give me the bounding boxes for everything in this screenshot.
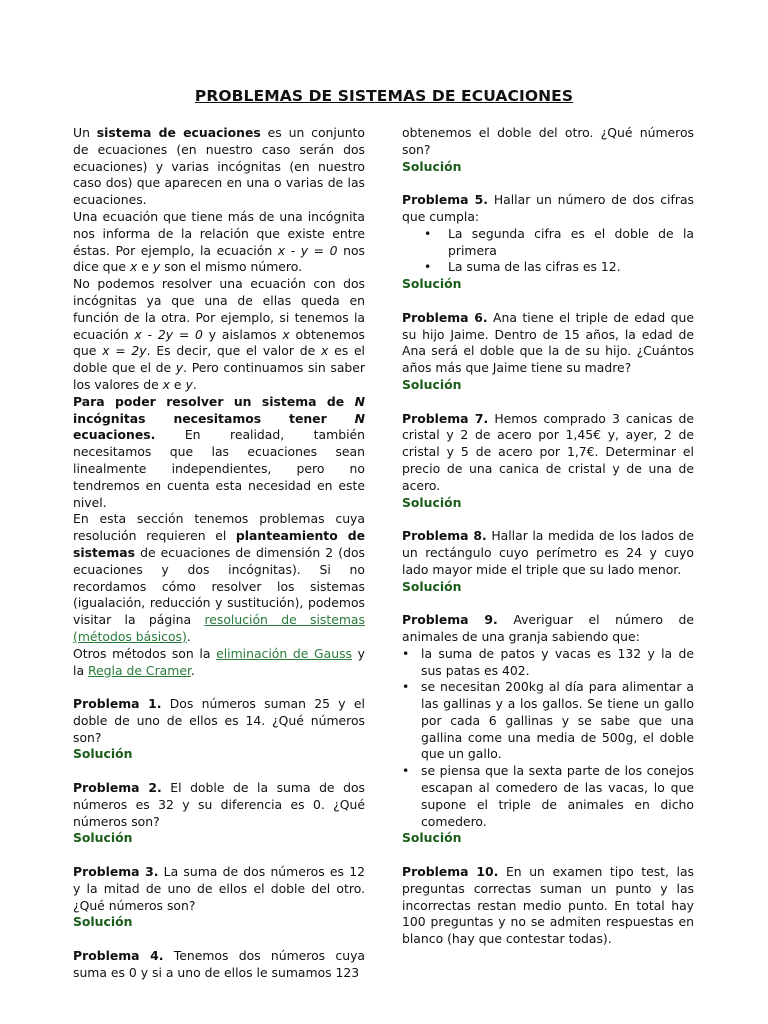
list-item: • La segunda cifra es el doble de la primera: [402, 226, 694, 260]
solution-link-9[interactable]: Solución: [402, 830, 462, 846]
problem-5-conditions: [402, 226, 694, 276]
list-item: • la suma de patos y vacas es 132 y la de sus patas es 402.: [402, 646, 694, 680]
problem-9-conditions: [402, 646, 694, 831]
solution-link-2[interactable]: Solución: [73, 830, 133, 846]
link-regla-de-cramer[interactable]: Regla de Cramer: [87, 662, 191, 678]
list-item: • se piensa que la sexta parte de los conejos escapan al comedero de las vacas, lo que supone el triple de animales en dicho comedero.: [402, 763, 694, 830]
intro-paragraph-6: Otros métodos son la eliminación de Gauss y la Regla de Cramer.: [73, 645, 365, 678]
problem-8: Problema 8. Hallar la medida de los lados de un rectángulo cuyo perímetro es 24 y cuyo lado mayor mide el triple que su lado menor.: [402, 528, 694, 577]
page-title: PROBLEMAS DE SISTEMAS DE ECUACIONES: [194, 87, 574, 105]
problem-10: Problema 10. En un examen tipo test, las preguntas correctas suman un punto y las incorrectas restan medio punto. En total hay 100 preguntas y no se admiten respuestas en blanco (hay que contestar todas).: [402, 864, 694, 947]
list-item: • La suma de las cifras es 12.: [402, 259, 694, 276]
right-column: [402, 125, 694, 948]
link-resolucion-de-sistemas[interactable]: resolución de sistemas (métodos básicos): [73, 612, 365, 644]
problem-7: Problema 7. Hemos comprado 3 canicas de cristal y 2 de acero por 1,45€ y, ayer, 2 de cristal y 5 de acero por 1,7€. Determinar el precio de una canica de cristal y de una de acero.: [402, 410, 694, 493]
left-column: [73, 125, 365, 982]
intro-paragraph-1: Un sistema de ecuaciones es un conjunto de ecuaciones (en nuestro caso serán dos ecuaciones) y varias incógnitas (en nuestro caso dos) que aparecen en una o varias de las ecuaciones.: [73, 125, 365, 208]
intro-paragraph-4: Para poder resolver un sistema de N incógnitas necesitamos tener N ecuaciones. En realidad, también necesitamos que las ecuaciones sean linealmente independientes, pero no tendremos en cuenta esta necesidad en este nivel.: [73, 393, 365, 510]
solution-link-3[interactable]: Solución: [73, 914, 133, 930]
list-item: • se necesitan 200kg al día para alimentar a las gallinas y a los gallos. Se tiene un gallo por cada 6 gallinas y se sabe que una gallina come una media de 500g, el doble que un gallo.: [402, 679, 694, 763]
problem-4-part-2: obtenemos el doble del otro. ¿Qué números son?: [402, 125, 694, 157]
solution-link-5[interactable]: Solución: [402, 276, 462, 292]
intro-paragraph-3: No podemos resolver una ecuación con dos incógnitas ya que una de ellas queda en función de la otra. Por ejemplo, si tenemos la ecuación x - 2y = 0 y aislamos x obtenemos que x = 2y. Es decir, que el valor de x es el doble que el de y. Pero continuamos sin saber los valores de x e y.: [73, 276, 366, 392]
problem-3: Problema 3. La suma de dos números es 12 y la mitad de uno de ellos el doble del otro. ¿Qué números son?: [73, 864, 366, 913]
intro-paragraph-2: Una ecuación que tiene más de una incógnita nos informa de la relación que existe entre éstas. Por ejemplo, la ecuación x - y = 0 nos dice que x e y son el mismo número.: [73, 208, 366, 275]
solution-link-8[interactable]: Solución: [402, 578, 462, 594]
problem-5: Problema 5. Hallar un número de dos cifras que cumpla:: [402, 192, 694, 224]
problem-9: Problema 9. Averiguar el número de animales de una granja sabiendo que:: [402, 612, 694, 644]
problem-1: Problema 1. Dos números suman 25 y el doble de uno de ellos es 14. ¿Qué números son?: [73, 696, 365, 745]
solution-link-6[interactable]: Solución: [402, 376, 462, 392]
solution-link-7[interactable]: Solución: [402, 494, 462, 510]
problem-6: Problema 6. Ana tiene el triple de edad que su hijo Jaime. Dentro de 15 años, la edad de Ana será el doble que la de su hijo. ¿Cuántos años más que Jaime tiene su madre?: [402, 309, 695, 376]
intro-paragraph-5: En esta sección tenemos problemas cuya resolución requieren el planteamiento de sistemas de ecuaciones de dimensión 2 (dos ecuaciones y dos incógnitas). Si no recordamos cómo resolver los sistemas (igualación, reducción y sustitución), podemos visitar la página resolución de sistemas (métodos básicos).: [73, 511, 365, 644]
problem-2: Problema 2. El doble de la suma de dos números es 32 y su diferencia es 0. ¿Qué números son?: [73, 780, 365, 829]
solution-link-4[interactable]: Solución: [402, 158, 462, 174]
problem-4-part-1: Problema 4. Tenemos dos números cuya suma es 0 y si a uno de ellos le sumamos 123: [73, 948, 366, 980]
keyword-sistema-de-ecuaciones: sistema de ecuaciones: [96, 125, 261, 140]
solution-link-1[interactable]: Solución: [73, 746, 133, 762]
link-eliminacion-de-gauss[interactable]: eliminación de Gauss: [216, 645, 352, 661]
